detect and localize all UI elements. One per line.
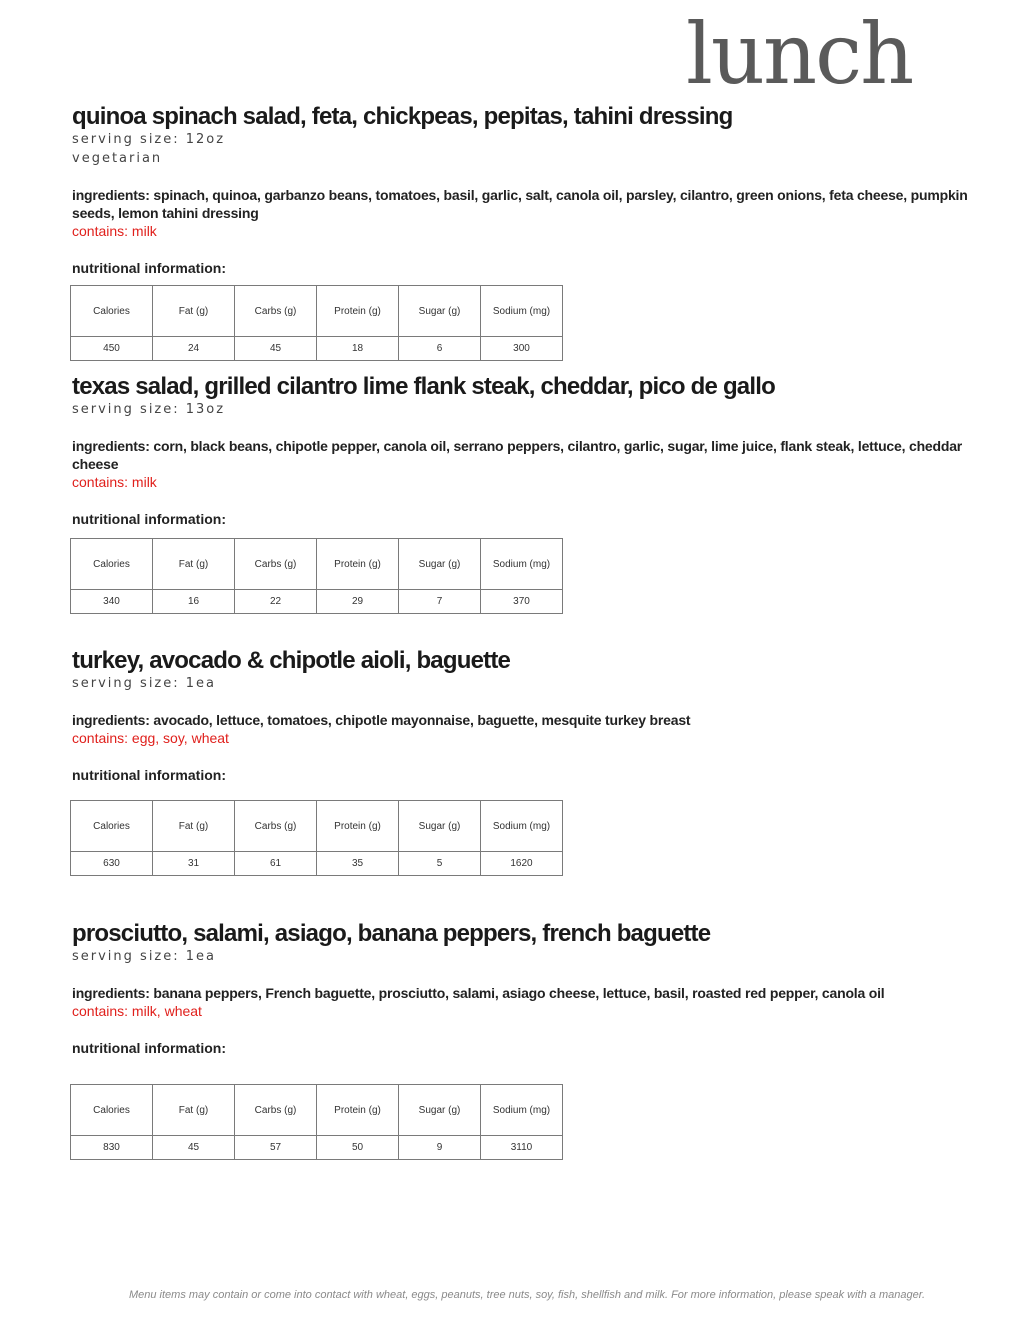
- menu-item-prosciutto-salami: [72, 921, 972, 1057]
- value-cell: 16: [153, 590, 235, 614]
- value-cell: 9: [399, 1136, 481, 1160]
- header-cell: Carbs (g): [235, 1085, 317, 1136]
- value-cell: 57: [235, 1136, 317, 1160]
- value-cell: 370: [481, 590, 563, 614]
- header-cell: Carbs (g): [235, 539, 317, 590]
- nutrition-table: [70, 538, 563, 614]
- value-cell: 45: [235, 337, 317, 361]
- header-cell: Calories: [71, 286, 153, 337]
- value-cell: 31: [153, 852, 235, 876]
- value-cell: 340: [71, 590, 153, 614]
- nutrition-values-row: [71, 337, 563, 361]
- value-cell: 61: [235, 852, 317, 876]
- page-heading: lunch: [686, 5, 913, 103]
- nutrition-label: nutritional information:: [72, 1040, 226, 1056]
- nutrition-values-row: [71, 590, 563, 614]
- header-cell: Carbs (g): [235, 286, 317, 337]
- header-cell: Fat (g): [153, 1085, 235, 1136]
- item-title: quinoa spinach salad, feta, chickpeas, pepitas, tahini dressing: [72, 103, 733, 130]
- menu-item-turkey-avocado: [72, 648, 972, 784]
- allergen-text: contains: milk: [72, 223, 157, 239]
- nutrition-values-row: [71, 852, 563, 876]
- header-cell: Fat (g): [153, 801, 235, 852]
- value-cell: 45: [153, 1136, 235, 1160]
- header-cell: Calories: [71, 539, 153, 590]
- header-cell: Carbs (g): [235, 801, 317, 852]
- nutrition-label: nutritional information:: [72, 260, 226, 276]
- allergen-disclaimer: Menu items may contain or come into contact with wheat, eggs, peanuts, tree nuts, soy, fish, shellfish and milk. For more information, please speak with a manager.: [128, 1289, 926, 1301]
- value-cell: 300: [481, 337, 563, 361]
- nutrition-label: nutritional information:: [72, 767, 226, 783]
- ingredients-text: ingredients: banana peppers, French baguette, prosciutto, salami, asiago cheese, lettuce, basil, roasted red pepper, canola oil: [72, 985, 885, 1001]
- serving-size: serving size: 1ea: [72, 949, 216, 964]
- value-cell: 630: [71, 852, 153, 876]
- ingredients-text: ingredients: corn, black beans, chipotle pepper, canola oil, serrano peppers, cilantro, garlic, sugar, lime juice, flank steak, lettuce, cheddar cheese: [72, 438, 963, 472]
- value-cell: 830: [71, 1136, 153, 1160]
- serving-size: serving size: 1ea: [72, 676, 216, 691]
- header-cell: Sugar (g): [399, 286, 481, 337]
- value-cell: 18: [317, 337, 399, 361]
- value-cell: 6: [399, 337, 481, 361]
- value-cell: 5: [399, 852, 481, 876]
- nutrition-header-row: [71, 1085, 563, 1136]
- value-cell: 7: [399, 590, 481, 614]
- nutrition-values-row: [71, 1136, 563, 1160]
- ingredients-text: ingredients: avocado, lettuce, tomatoes, chipotle mayonnaise, baguette, mesquite turkey breast: [72, 712, 691, 728]
- value-cell: 22: [235, 590, 317, 614]
- value-cell: 29: [317, 590, 399, 614]
- allergen-text: contains: egg, soy, wheat: [72, 730, 229, 746]
- menu-item-quinoa-salad: [72, 104, 972, 277]
- allergen-text: contains: milk: [72, 474, 157, 490]
- header-cell: Protein (g): [317, 801, 399, 852]
- item-title: texas salad, grilled cilantro lime flank steak, cheddar, pico de gallo: [72, 373, 775, 400]
- header-cell: Fat (g): [153, 539, 235, 590]
- header-cell: Calories: [71, 1085, 153, 1136]
- nutrition-table: [70, 800, 563, 876]
- item-title: turkey, avocado & chipotle aioli, baguette: [72, 647, 511, 674]
- header-cell: Protein (g): [317, 1085, 399, 1136]
- header-cell: Sugar (g): [399, 801, 481, 852]
- serving-size: serving size: 13oz: [72, 402, 226, 417]
- header-cell: Sodium (mg): [481, 286, 563, 337]
- header-cell: Protein (g): [317, 539, 399, 590]
- header-cell: Sodium (mg): [481, 801, 563, 852]
- value-cell: 1620: [481, 852, 563, 876]
- nutrition-table: [70, 285, 563, 361]
- value-cell: 50: [317, 1136, 399, 1160]
- header-cell: Fat (g): [153, 286, 235, 337]
- value-cell: 450: [71, 337, 153, 361]
- allergen-text: contains: milk, wheat: [72, 1003, 202, 1019]
- ingredients-text: ingredients: spinach, quinoa, garbanzo beans, tomatoes, basil, garlic, salt, canola oil, parsley, cilantro, green onions, feta cheese, pumpkin seeds, lemon tahini dressing: [72, 187, 968, 221]
- value-cell: 24: [153, 337, 235, 361]
- serving-size: serving size: 12oz: [72, 132, 226, 147]
- menu-item-texas-salad: [72, 374, 972, 528]
- header-cell: Sugar (g): [399, 1085, 481, 1136]
- header-cell: Sodium (mg): [481, 539, 563, 590]
- header-cell: Sugar (g): [399, 539, 481, 590]
- item-title: prosciutto, salami, asiago, banana peppers, french baguette: [72, 920, 711, 947]
- header-cell: Protein (g): [317, 286, 399, 337]
- dietary-tag: vegetarian: [72, 151, 163, 166]
- value-cell: 3110: [481, 1136, 563, 1160]
- nutrition-label: nutritional information:: [72, 511, 226, 527]
- value-cell: 35: [317, 852, 399, 876]
- nutrition-table: [70, 1084, 563, 1160]
- nutrition-header-row: [71, 286, 563, 337]
- header-cell: Sodium (mg): [481, 1085, 563, 1136]
- header-cell: Calories: [71, 801, 153, 852]
- nutrition-header-row: [71, 539, 563, 590]
- nutrition-header-row: [71, 801, 563, 852]
